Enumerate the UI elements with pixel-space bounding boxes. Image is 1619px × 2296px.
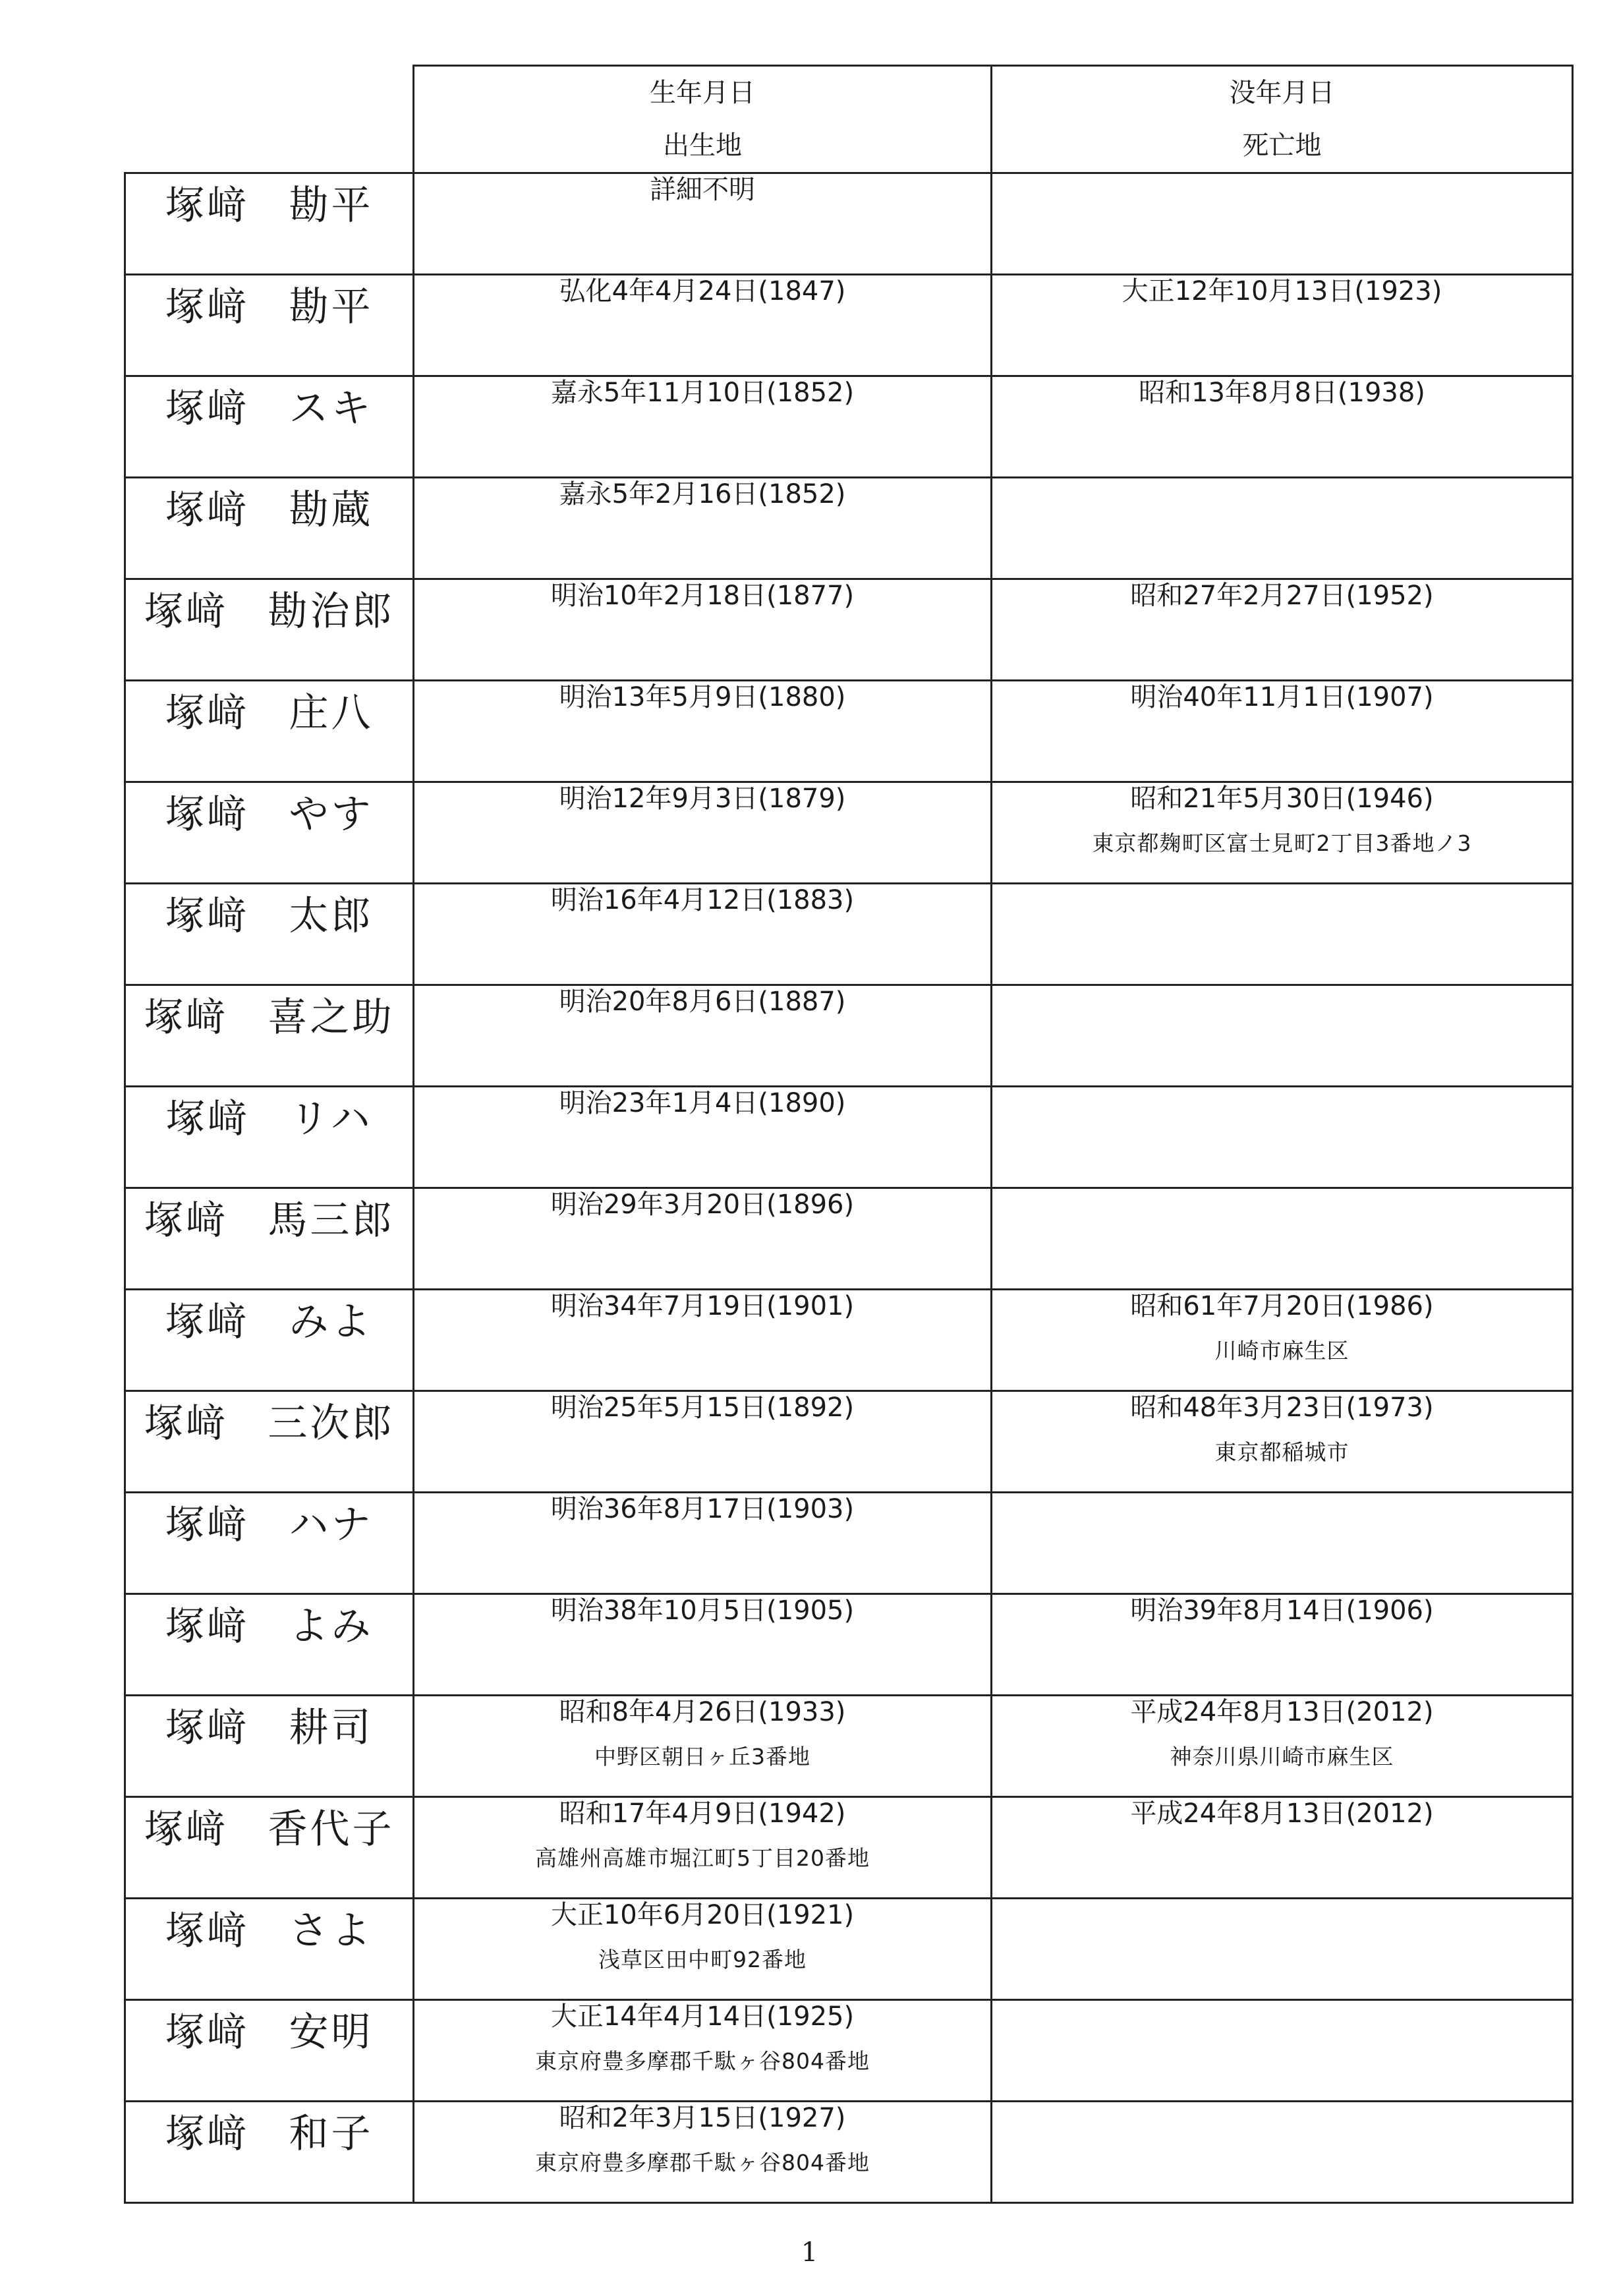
- person-name-cell: [125, 2102, 414, 2203]
- person-given-name: 安明: [289, 2009, 374, 2055]
- person-name-cell: [125, 579, 414, 681]
- table-row: [125, 681, 1573, 782]
- death-cell: [992, 884, 1573, 985]
- person-name-cell: [125, 1290, 414, 1391]
- table-row: [125, 1594, 1573, 1696]
- birth-date: 大正14年4月14日(1925): [550, 2001, 855, 2032]
- person-surname: 塚﨑: [165, 791, 250, 838]
- death-cell: [992, 579, 1573, 681]
- person-given-name: 香代子: [268, 1806, 395, 1852]
- death-date: 平成24年8月13日(2012): [1130, 1697, 1434, 1727]
- birth-cell: [414, 1594, 992, 1696]
- header-death: [992, 66, 1573, 173]
- death-cell: [992, 376, 1573, 478]
- birth-date: 明治12年9月3日(1879): [559, 784, 846, 814]
- person-name-cell: [125, 173, 414, 275]
- death-cell: [992, 2102, 1573, 2203]
- table-row: [125, 173, 1573, 275]
- person-name-cell: [125, 884, 414, 985]
- person-name-cell: [125, 782, 414, 884]
- person-given-name: 馬三郎: [268, 1197, 395, 1244]
- death-cell: [992, 173, 1573, 275]
- birth-date: 明治38年10月5日(1905): [550, 1595, 855, 1626]
- birth-cell: [414, 376, 992, 478]
- death-date: 平成24年8月13日(2012): [1130, 1798, 1434, 1829]
- person-surname: 塚﨑: [165, 690, 250, 736]
- birth-cell: [414, 1696, 992, 1797]
- death-cell: [992, 681, 1573, 782]
- birth-cell: [414, 1290, 992, 1391]
- person-given-name: 耕司: [289, 1705, 374, 1751]
- birth-date: 嘉永5年11月10日(1852): [550, 378, 855, 408]
- birth-date: 明治20年8月6日(1887): [559, 987, 846, 1017]
- birth-date: 明治13年5月9日(1880): [559, 682, 846, 712]
- table-header-row: [125, 66, 1573, 173]
- person-surname: 塚﨑: [165, 1299, 250, 1345]
- person-name-cell: [125, 1087, 414, 1188]
- person-given-name: ハナ: [289, 1502, 374, 1548]
- table-row: [125, 1493, 1573, 1594]
- person-given-name: 勘蔵: [289, 487, 374, 533]
- person-name-cell: [125, 1188, 414, 1290]
- birth-date: 弘化4年4月24日(1847): [559, 276, 846, 306]
- death-cell: [992, 1797, 1573, 1899]
- person-name-cell: [125, 1391, 414, 1493]
- header-birth: [414, 66, 992, 173]
- person-surname: 塚﨑: [165, 2009, 250, 2055]
- person-surname: 塚﨑: [165, 487, 250, 533]
- death-place-header: 死亡地: [1242, 130, 1322, 161]
- birth-date: 昭和17年4月9日(1942): [559, 1798, 846, 1829]
- person-surname: 塚﨑: [165, 1502, 250, 1548]
- birth-cell: [414, 579, 992, 681]
- birth-place: 東京府豊多摩郡千駄ヶ谷804番地: [535, 2150, 870, 2175]
- birth-place: 浅草区田中町92番地: [598, 1947, 807, 1972]
- person-given-name: スキ: [289, 386, 374, 432]
- birth-cell: [414, 173, 992, 275]
- table-row: [125, 1087, 1573, 1188]
- person-name-cell: [125, 275, 414, 376]
- person-name-cell: [125, 681, 414, 782]
- birth-date: 明治25年5月15日(1892): [550, 1392, 855, 1423]
- death-date: 昭和13年8月8日(1938): [1139, 378, 1425, 408]
- birth-date: 明治36年8月17日(1903): [550, 1494, 855, 1524]
- death-cell: [992, 1290, 1573, 1391]
- birth-cell: [414, 2102, 992, 2203]
- birth-cell: [414, 1087, 992, 1188]
- death-cell: [992, 782, 1573, 884]
- birth-cell: [414, 275, 992, 376]
- birth-date: 昭和2年3月15日(1927): [559, 2103, 846, 2133]
- death-cell: [992, 1188, 1573, 1290]
- birth-date: 明治34年7月19日(1901): [550, 1291, 855, 1321]
- birth-date: 昭和8年4月26日(1933): [559, 1697, 846, 1727]
- birth-cell: [414, 1391, 992, 1493]
- person-surname: 塚﨑: [165, 2111, 250, 2157]
- person-given-name: みよ: [289, 1299, 374, 1345]
- birth-cell: [414, 1493, 992, 1594]
- death-cell: [992, 275, 1573, 376]
- person-name-cell: [125, 2000, 414, 2102]
- person-name-cell: [125, 1797, 414, 1899]
- death-cell: [992, 1594, 1573, 1696]
- birth-place: 中野区朝日ヶ丘3番地: [594, 1744, 810, 1769]
- person-name-cell: [125, 1696, 414, 1797]
- person-surname: 塚﨑: [144, 1400, 229, 1447]
- birth-date: 大正10年6月20日(1921): [550, 1900, 855, 1930]
- person-name-cell: [125, 985, 414, 1087]
- person-name-cell: [125, 478, 414, 579]
- birth-place-header: 出生地: [663, 130, 742, 161]
- table-row: [125, 376, 1573, 478]
- table-row: [125, 275, 1573, 376]
- person-surname: 塚﨑: [165, 1908, 250, 1954]
- birth-cell: [414, 681, 992, 782]
- death-place: 東京都麹町区富士見町2丁目3番地ノ3: [1092, 830, 1472, 856]
- birth-date: 明治10年2月18日(1877): [550, 581, 855, 611]
- person-given-name: リハ: [289, 1096, 373, 1142]
- death-cell: [992, 1087, 1573, 1188]
- table-row: [125, 2102, 1573, 2203]
- birth-date-header: 生年月日: [650, 78, 755, 108]
- table-row: [125, 1696, 1573, 1797]
- person-surname: 塚﨑: [144, 588, 229, 635]
- death-date: 昭和27年2月27日(1952): [1130, 581, 1434, 611]
- table-row: [125, 579, 1573, 681]
- death-date: 昭和21年5月30日(1946): [1130, 784, 1434, 814]
- death-place: 神奈川県川崎市麻生区: [1170, 1744, 1394, 1769]
- table-row: [125, 985, 1573, 1087]
- birth-cell: [414, 782, 992, 884]
- person-surname: 塚﨑: [165, 1096, 250, 1142]
- birth-cell: [414, 2000, 992, 2102]
- person-given-name: 喜之助: [268, 994, 395, 1041]
- birth-cell: [414, 884, 992, 985]
- birth-date: 詳細不明: [650, 175, 755, 205]
- birth-date: 明治16年4月12日(1883): [550, 885, 855, 915]
- birth-date: 嘉永5年2月16日(1852): [559, 479, 846, 509]
- person-given-name: 庄八: [289, 690, 374, 736]
- birth-cell: [414, 1899, 992, 2000]
- table-row: [125, 1797, 1573, 1899]
- death-date: 明治39年8月14日(1906): [1130, 1595, 1434, 1626]
- death-cell: [992, 1696, 1573, 1797]
- person-surname: 塚﨑: [165, 1705, 250, 1751]
- birth-cell: [414, 985, 992, 1087]
- person-surname: 塚﨑: [165, 893, 250, 939]
- birth-cell: [414, 1797, 992, 1899]
- birth-place: 東京府豊多摩郡千駄ヶ谷804番地: [535, 2048, 870, 2074]
- birth-cell: [414, 478, 992, 579]
- person-surname: 塚﨑: [165, 1603, 250, 1650]
- person-given-name: 三次郎: [268, 1400, 395, 1447]
- table-row: [125, 884, 1573, 985]
- person-surname: 塚﨑: [144, 994, 229, 1041]
- birth-cell: [414, 1188, 992, 1290]
- table-row: [125, 1391, 1573, 1493]
- death-cell: [992, 478, 1573, 579]
- death-cell: [992, 2000, 1573, 2102]
- person-given-name: 勘平: [289, 183, 374, 229]
- person-name-cell: [125, 1493, 414, 1594]
- death-cell: [992, 1899, 1573, 2000]
- birth-date: 明治23年1月4日(1890): [559, 1088, 846, 1118]
- table-body: [125, 173, 1573, 2203]
- death-place: 東京都稲城市: [1214, 1439, 1349, 1465]
- birth-date: 明治29年3月20日(1896): [550, 1190, 855, 1220]
- death-date: 大正12年10月13日(1923): [1122, 276, 1442, 306]
- person-name-cell: [125, 1899, 414, 2000]
- table-row: [125, 2000, 1573, 2102]
- person-given-name: 勘治郎: [268, 588, 395, 635]
- person-given-name: 勘平: [289, 284, 374, 330]
- death-cell: [992, 1391, 1573, 1493]
- death-date: 明治40年11月1日(1907): [1130, 682, 1434, 712]
- person-given-name: 太郎: [289, 893, 374, 939]
- table-row: [125, 782, 1573, 884]
- person-given-name: やす: [289, 791, 374, 838]
- page-number: 1: [801, 2237, 818, 2268]
- header-empty-cell: [125, 66, 414, 173]
- death-date-header: 没年月日: [1229, 78, 1335, 108]
- birth-place: 高雄州高雄市堀江町5丁目20番地: [535, 1845, 870, 1871]
- person-name-cell: [125, 1594, 414, 1696]
- death-date: 昭和61年7月20日(1986): [1130, 1291, 1434, 1321]
- person-given-name: さよ: [289, 1908, 374, 1954]
- person-surname: 塚﨑: [144, 1197, 229, 1244]
- death-place: 川崎市麻生区: [1214, 1338, 1349, 1363]
- death-cell: [992, 985, 1573, 1087]
- person-surname: 塚﨑: [165, 386, 250, 432]
- person-name-cell: [125, 376, 414, 478]
- table-row: [125, 478, 1573, 579]
- death-date: 昭和48年3月23日(1973): [1130, 1392, 1434, 1423]
- table-row: [125, 1290, 1573, 1391]
- person-surname: 塚﨑: [165, 183, 250, 229]
- person-surname: 塚﨑: [165, 284, 250, 330]
- table-row: [125, 1899, 1573, 2000]
- person-given-name: よみ: [289, 1603, 374, 1650]
- person-given-name: 和子: [289, 2111, 374, 2157]
- table-row: [125, 1188, 1573, 1290]
- person-surname: 塚﨑: [144, 1806, 229, 1852]
- family-register-table: [124, 65, 1574, 2204]
- death-cell: [992, 1493, 1573, 1594]
